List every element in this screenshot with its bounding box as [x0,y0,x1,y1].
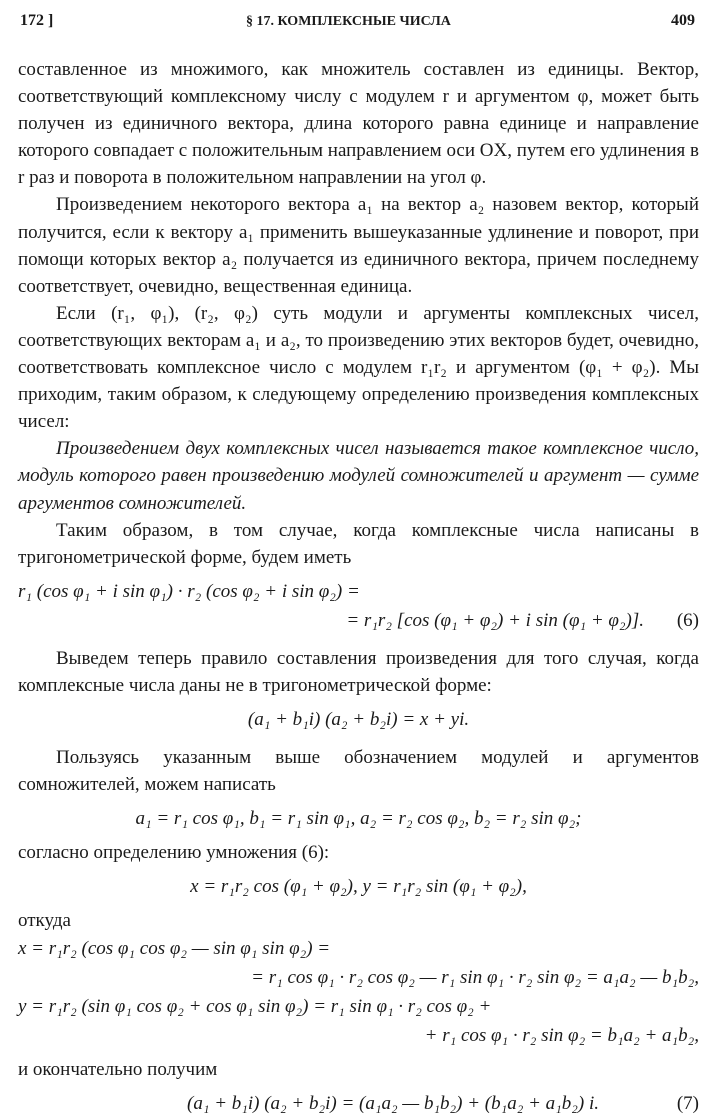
page-body [18,56,699,1118]
equation-components: a₁ = r₁ cos φ₁, b₁ = r₁ sin φ₁, a₂ = r₂ cos φ₂, b₂ = r₂ sin φ₂; [135,808,582,830]
paragraph-8: согласно определению умножения (6): [18,842,330,864]
paragraph-7: Пользуясь указанным выше обозначением модулей и аргументов сомножителей, можем написать [18,746,699,796]
equation-number-6: (6) [676,609,699,631]
equation-x-line-2: = r₁ cos φ₁ · r₂ cos φ₂ — r₁ sin φ₁ · r₂ sin φ₂ = a₁a₂ — b₁b₂, [251,967,699,989]
paragraph-5: Таким образом, в том случае, когда комплексные числа написаны в тригонометрической форме, будем иметь [18,519,699,568]
paragraph-3: Если (r₁, φ₁), (r₂, φ₂) суть модули и аргументы комплексных чисел, соответствующих векторам a₁ и a₂, то произведению этих векторов будет, очевидно, соответствовать комплексное число с модулем r₁r₂ и аргументом (φ₁ + φ₂). Мы приходим, таким образом, к следующему определению произведения комплексных чисел: [18,302,699,433]
header-running-title: § 17. КОМПЛЕКСНЫЕ ЧИСЛА [246,14,451,29]
page-number: 409 [671,12,695,29]
header-section-ref: 172 ] [20,12,54,29]
equation-x-line-1: x = r₁r₂ (cos φ₁ cos φ₂ — sin φ₁ sin φ₂) = [18,938,331,960]
paragraph-1: составленное из множимого, как множитель составлен из единицы. Вектор, соответствующий комплексному числу с модулем r и аргументом φ, может быть получен из единичного вектора, длина которого равна единице и направление которого совпадает с положительным направлением оси OX, путем его удлинения в r раз и поворота в положительном направлении на угол φ. [18,59,699,189]
paragraph-10: и окончательно получим [18,1059,218,1081]
equation-product: (a₁ + b₁i) (a₂ + b₂i) = x + yi. [247,708,470,730]
equation-xy: x = r₁r₂ cos (φ₁ + φ₂), y = r₁r₂ sin (φ₁ + φ₂), [190,876,527,898]
paragraph-2: Произведением некоторого вектора a₁ на вектор a₂ назовем вектор, который получится, если к вектору a₁ применить вышеуказанные удлинение и поворот, при помощи которых вектор a₂ получается из единичного вектора, причем последнему соответствует, очевидно, вещественная единица. [18,194,699,297]
page-header [0,12,717,38]
definition-paragraph: Произведением двух комплексных чисел называется такое комплексное число, модуль которого равен произведению модулей сомножителей и аргумент — сумме аргументов сомножителей. [18,438,699,514]
equation-6-line-2: = r₁r₂ [cos (φ₁ + φ₂) + i sin (φ₁ + φ₂)]. (6) [18,606,699,635]
paragraph-9: откуда [18,910,71,932]
equation-number-7: (7) [676,1093,699,1115]
equation-6-line-1: r₁ (cos φ₁ + i sin φ₁) · r₂ (cos φ₂ + i sin φ₂) = [18,580,360,602]
equation-y-line-2: + r₁ cos φ₁ · r₂ sin φ₂ = b₁a₂ + a₁b₂, [424,1025,699,1047]
equation-y-line-1: y = r₁r₂ (sin φ₁ cos φ₂ + cos φ₁ sin φ₂) = r₁ sin φ₁ · r₂ cos φ₂ + [18,996,492,1018]
equation-7: (a₁ + b₁i) (a₂ + b₂i) = (a₁a₂ — b₁b₂) + (b₁a₂ + a₁b₂) i. (7) [18,1089,699,1118]
paragraph-6: Выведем теперь правило составления произведения для того случая, когда комплексные числа даны не в тригонометрической форме: [18,647,699,696]
